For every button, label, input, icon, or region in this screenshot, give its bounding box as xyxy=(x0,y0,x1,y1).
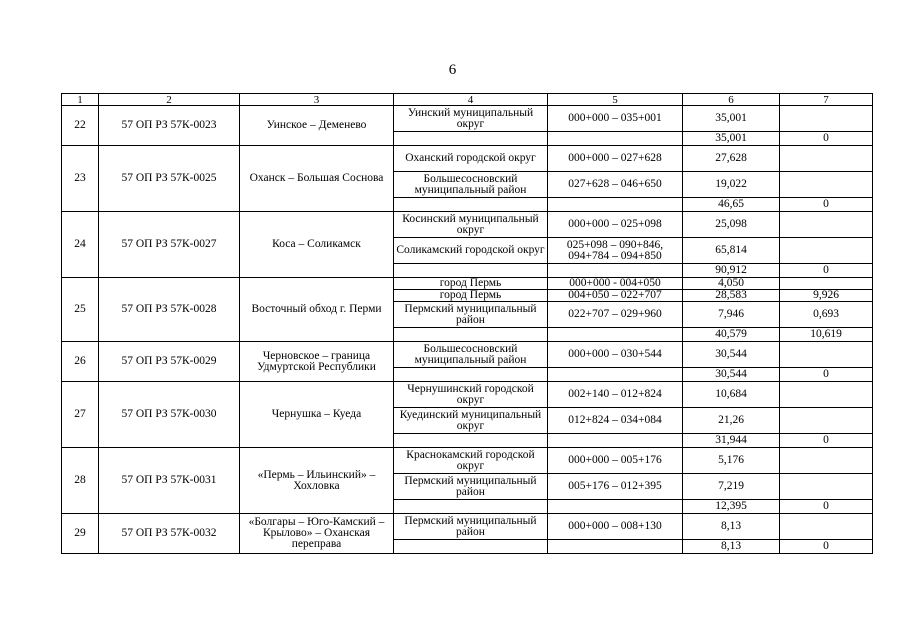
total-blank-cell xyxy=(548,368,683,382)
page-number: 6 xyxy=(448,62,457,78)
road-code: 57 ОП РЗ 57К-0031 xyxy=(99,448,240,514)
km-range-cell: 002+140 – 012+824 xyxy=(548,382,683,408)
extra-length-cell xyxy=(780,212,873,238)
km-range-cell: 000+000 – 027+628 xyxy=(548,146,683,172)
extra-length-cell xyxy=(780,238,873,264)
district-cell: Соликамский городской округ xyxy=(394,238,548,264)
road-code: 57 ОП РЗ 57К-0027 xyxy=(99,212,240,278)
total-blank-cell xyxy=(394,132,548,146)
extra-length-cell xyxy=(780,172,873,198)
total-length-cell: 31,944 xyxy=(683,434,780,448)
total-extra-cell: 0 xyxy=(780,264,873,278)
header-cell: 7 xyxy=(780,94,873,106)
header-cell: 4 xyxy=(394,94,548,106)
row-number: 23 xyxy=(62,146,99,212)
district-cell: Куединский муниципальный округ xyxy=(394,408,548,434)
km-range-cell: 005+176 – 012+395 xyxy=(548,474,683,500)
km-range-cell: 000+000 - 004+050 xyxy=(548,278,683,290)
km-range-cell: 025+098 – 090+846, 094+784 – 094+850 xyxy=(548,238,683,264)
total-extra-cell: 0 xyxy=(780,434,873,448)
road-code: 57 ОП РЗ 57К-0023 xyxy=(99,106,240,146)
total-blank-cell xyxy=(394,264,548,278)
total-blank-cell xyxy=(548,264,683,278)
road-name: Восточный обход г. Перми xyxy=(240,278,394,342)
road-code: 57 ОП РЗ 57К-0032 xyxy=(99,514,240,554)
table-row xyxy=(62,212,873,238)
district-cell: Пермский муниципальный район xyxy=(394,474,548,500)
total-length-cell: 8,13 xyxy=(683,540,780,554)
district-cell: Косинский муниципальный округ xyxy=(394,212,548,238)
length-cell: 8,13 xyxy=(683,514,780,540)
road-name: Уинское – Деменево xyxy=(240,106,394,146)
total-blank-cell xyxy=(394,368,548,382)
total-extra-cell: 0 xyxy=(780,198,873,212)
km-range-cell: 004+050 – 022+707 xyxy=(548,290,683,302)
length-cell: 4,050 xyxy=(683,278,780,290)
total-extra-cell: 10,619 xyxy=(780,328,873,342)
km-range-cell: 022+707 – 029+960 xyxy=(548,302,683,328)
total-blank-cell xyxy=(548,500,683,514)
total-blank-cell xyxy=(394,540,548,554)
km-range-cell: 000+000 – 030+544 xyxy=(548,342,683,368)
header-cell: 2 xyxy=(99,94,240,106)
district-cell: Краснокамский городской округ xyxy=(394,448,548,474)
extra-length-cell xyxy=(780,408,873,434)
header-cell: 1 xyxy=(62,94,99,106)
length-cell: 27,628 xyxy=(683,146,780,172)
total-blank-cell xyxy=(394,328,548,342)
table-row xyxy=(62,146,873,172)
district-cell: Оханский городской округ xyxy=(394,146,548,172)
table-row xyxy=(62,382,873,408)
km-range-cell: 000+000 – 035+001 xyxy=(548,106,683,132)
extra-length-cell xyxy=(780,382,873,408)
table-row xyxy=(62,278,873,290)
row-number: 25 xyxy=(62,278,99,342)
total-extra-cell: 0 xyxy=(780,368,873,382)
extra-length-cell: 9,926 xyxy=(780,290,873,302)
district-cell: город Пермь xyxy=(394,278,548,290)
total-length-cell: 46,65 xyxy=(683,198,780,212)
road-code: 57 ОП РЗ 57К-0025 xyxy=(99,146,240,212)
header-row xyxy=(62,94,873,106)
header-cell: 3 xyxy=(240,94,394,106)
roads-table xyxy=(61,93,873,554)
length-cell: 30,544 xyxy=(683,342,780,368)
length-cell: 21,26 xyxy=(683,408,780,434)
row-number: 24 xyxy=(62,212,99,278)
row-number: 27 xyxy=(62,382,99,448)
road-name: «Болгары – Юго-Камский – Крылово» – Оханская переправа xyxy=(240,514,394,554)
length-cell: 65,814 xyxy=(683,238,780,264)
length-cell: 28,583 xyxy=(683,290,780,302)
district-cell: Пермский муниципальный район xyxy=(394,514,548,540)
length-cell: 19,022 xyxy=(683,172,780,198)
extra-length-cell xyxy=(780,448,873,474)
road-name: Чернушка – Куеда xyxy=(240,382,394,448)
district-cell: Пермский муниципальный район xyxy=(394,302,548,328)
total-blank-cell xyxy=(548,540,683,554)
total-blank-cell xyxy=(394,500,548,514)
extra-length-cell xyxy=(780,514,873,540)
road-name: Коса – Соликамск xyxy=(240,212,394,278)
table-row xyxy=(62,106,873,132)
row-number: 22 xyxy=(62,106,99,146)
km-range-cell: 012+824 – 034+084 xyxy=(548,408,683,434)
table-row xyxy=(62,448,873,474)
total-extra-cell: 0 xyxy=(780,132,873,146)
road-code: 57 ОП РЗ 57К-0030 xyxy=(99,382,240,448)
length-cell: 10,684 xyxy=(683,382,780,408)
km-range-cell: 027+628 – 046+650 xyxy=(548,172,683,198)
extra-length-cell xyxy=(780,278,873,290)
row-number: 26 xyxy=(62,342,99,382)
road-code: 57 ОП РЗ 57К-0029 xyxy=(99,342,240,382)
km-range-cell: 000+000 – 008+130 xyxy=(548,514,683,540)
length-cell: 35,001 xyxy=(683,106,780,132)
km-range-cell: 000+000 – 005+176 xyxy=(548,448,683,474)
total-extra-cell: 0 xyxy=(780,540,873,554)
road-code: 57 ОП РЗ 57К-0028 xyxy=(99,278,240,342)
total-length-cell: 12,395 xyxy=(683,500,780,514)
district-cell: город Пермь xyxy=(394,290,548,302)
table-row xyxy=(62,514,873,540)
road-name: Оханск – Большая Соснова xyxy=(240,146,394,212)
total-blank-cell xyxy=(548,328,683,342)
total-length-cell: 40,579 xyxy=(683,328,780,342)
district-cell: Большесосновский муниципальный район xyxy=(394,342,548,368)
row-number: 28 xyxy=(62,448,99,514)
length-cell: 5,176 xyxy=(683,448,780,474)
total-blank-cell xyxy=(548,434,683,448)
total-length-cell: 90,912 xyxy=(683,264,780,278)
total-extra-cell: 0 xyxy=(780,500,873,514)
total-length-cell: 35,001 xyxy=(683,132,780,146)
total-length-cell: 30,544 xyxy=(683,368,780,382)
total-blank-cell xyxy=(548,132,683,146)
extra-length-cell xyxy=(780,106,873,132)
extra-length-cell xyxy=(780,474,873,500)
road-name: «Пермь – Ильинский» – Хохловка xyxy=(240,448,394,514)
district-cell: Чернушинский городской округ xyxy=(394,382,548,408)
row-number: 29 xyxy=(62,514,99,554)
total-blank-cell xyxy=(394,198,548,212)
total-blank-cell xyxy=(394,434,548,448)
total-blank-cell xyxy=(548,198,683,212)
length-cell: 25,098 xyxy=(683,212,780,238)
extra-length-cell xyxy=(780,342,873,368)
district-cell: Большесосновский муниципальный район xyxy=(394,172,548,198)
district-cell: Уинский муниципальный округ xyxy=(394,106,548,132)
km-range-cell: 000+000 – 025+098 xyxy=(548,212,683,238)
length-cell: 7,219 xyxy=(683,474,780,500)
extra-length-cell xyxy=(780,146,873,172)
extra-length-cell: 0,693 xyxy=(780,302,873,328)
header-cell: 5 xyxy=(548,94,683,106)
table-row xyxy=(62,342,873,368)
length-cell: 7,946 xyxy=(683,302,780,328)
header-cell: 6 xyxy=(683,94,780,106)
road-name: Черновское – граница Удмуртской Республики xyxy=(240,342,394,382)
